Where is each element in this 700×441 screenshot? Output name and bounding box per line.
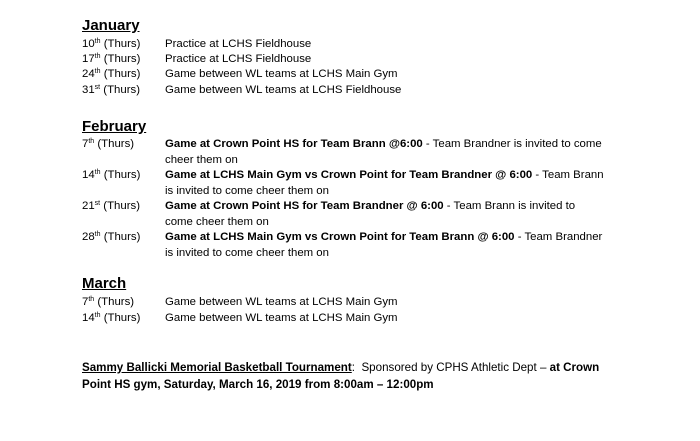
entry-description: Practice at LCHS Fieldhouse xyxy=(165,53,312,65)
entry-date: 21st (Thurs) xyxy=(82,200,140,212)
month-heading-february: February xyxy=(82,118,147,135)
entry-description: Practice at LCHS Fieldhouse xyxy=(165,38,312,50)
entry-description: Game at LCHS Main Gym vs Crown Point for Team Brandner @ 6:00 - Team Brann is invited to come cheer them on xyxy=(165,169,604,197)
entry-description: Game between WL teams at LCHS Main Gym xyxy=(165,312,398,324)
month-heading-march: March xyxy=(82,275,127,292)
tournament-details: at Crown Point HS gym, Saturday, March 16, 2019 from 8:00am – 12:00pm xyxy=(82,361,600,391)
entry-description: Game between WL teams at LCHS Fieldhouse xyxy=(165,84,402,96)
tournament-title: Sammy Ballicki Memorial Basketball Tournament xyxy=(82,361,352,374)
entry-date: 28th (Thurs) xyxy=(82,231,141,243)
entry-date: 10th (Thurs) xyxy=(82,38,141,50)
entry-date: 17th (Thurs) xyxy=(82,53,141,65)
entry-description: Game at Crown Point HS for Team Brandner @ 6:00 - Team Brann is invited to come cheer them on xyxy=(165,200,576,228)
entry-description: Game between WL teams at LCHS Main Gym xyxy=(165,296,398,308)
month-heading-january: January xyxy=(82,17,140,34)
entry-date: 31st (Thurs) xyxy=(82,84,140,96)
entry-date: 14th (Thurs) xyxy=(82,312,141,324)
tournament-sponsor: Sponsored by CPHS Athletic Dept – xyxy=(355,361,550,374)
entry-description: Game between WL teams at LCHS Main Gym xyxy=(165,68,398,80)
entry-date: 24th (Thurs) xyxy=(82,68,141,80)
entry-description: Game at LCHS Main Gym vs Crown Point for Team Brann @ 6:00 - Team Brandner is invited to come cheer them on xyxy=(165,231,603,259)
tournament-note: Sammy Ballicki Memorial Basketball Tournament: Sponsored by CPHS Athletic Dept – at Crown Point HS gym, Saturday, March 16, 2019 from 8:00am – 12:00pm xyxy=(82,361,600,391)
entry-date: 7th (Thurs) xyxy=(82,138,135,150)
entry-description: Game at Crown Point HS for Team Brann @6:00 - Team Brandner is invited to come cheer them on xyxy=(165,138,602,166)
entry-date: 14th (Thurs) xyxy=(82,169,141,181)
entry-date: 7th (Thurs) xyxy=(82,296,135,308)
